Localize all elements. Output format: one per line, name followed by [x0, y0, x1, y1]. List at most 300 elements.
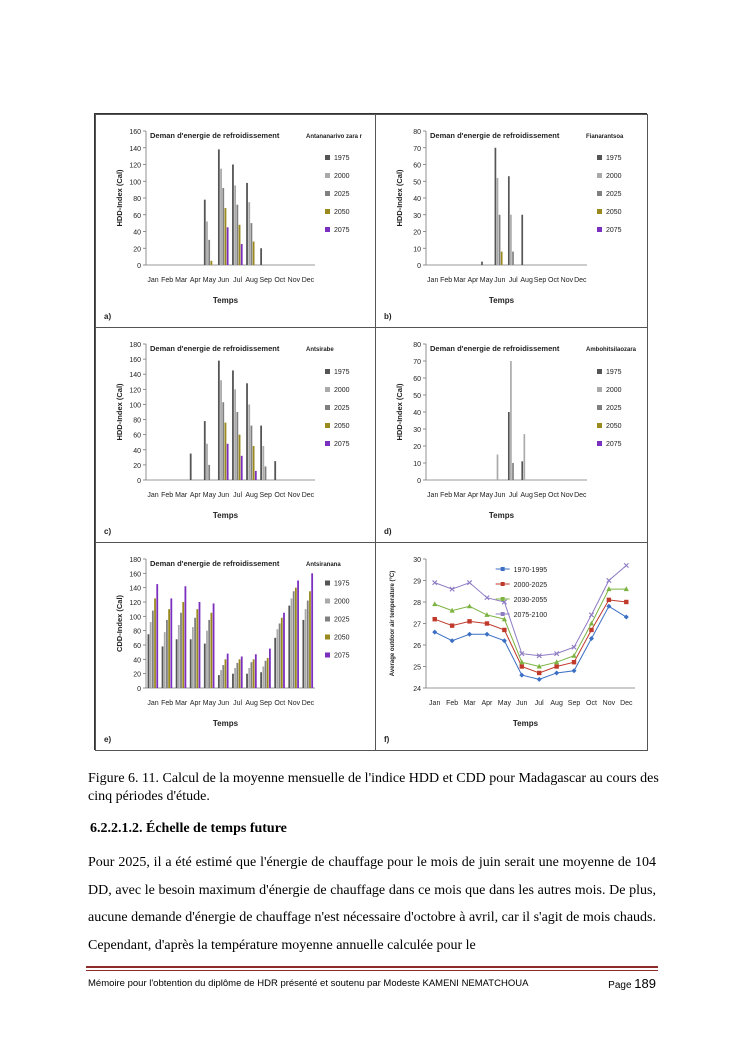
bar: [239, 435, 241, 480]
bar: [148, 634, 150, 688]
chart-title: Deman d'energie de refroidissement: [430, 131, 560, 140]
bar: [232, 165, 234, 266]
y-tick-label: 50: [413, 179, 421, 187]
legend-label: 2075: [606, 441, 622, 448]
bar: [255, 654, 257, 688]
x-tick-label: Jul: [233, 700, 243, 707]
y-tick-label: 80: [133, 417, 141, 425]
point-marker: [624, 600, 628, 604]
bar: [239, 659, 241, 688]
y-tick-label: 0: [137, 478, 141, 485]
bar: [206, 631, 208, 688]
y-tick-label: 80: [133, 628, 141, 636]
y-tick-label: 140: [129, 585, 141, 593]
y-axis-label: HDD-Index (Cal): [115, 169, 124, 227]
x-tick-label: Dec: [301, 700, 315, 707]
x-tick-label: Nov: [560, 492, 574, 499]
point-marker: [571, 653, 576, 658]
bar: [194, 618, 196, 688]
x-tick-label: Dec: [620, 700, 633, 707]
x-tick-label: Mar: [175, 700, 188, 707]
bar: [222, 665, 224, 688]
bar: [512, 252, 514, 265]
bar: [234, 185, 236, 265]
legend-swatch: [325, 617, 330, 622]
bar: [253, 446, 255, 480]
bar: [232, 370, 234, 480]
y-tick-label: 28: [413, 600, 421, 607]
bar: [220, 380, 222, 480]
x-tick-label: Mar: [453, 277, 466, 284]
y-tick-label: 27: [413, 621, 421, 629]
bar: [208, 620, 210, 688]
x-tick-label: Sep: [259, 700, 272, 707]
footer-rule: [86, 966, 658, 968]
legend-label: 2000-2025: [513, 582, 548, 589]
bar: [152, 611, 154, 688]
point-marker: [589, 613, 593, 617]
legend-label: 2000: [606, 173, 622, 180]
bar: [260, 672, 262, 688]
chart-panel-c: [95, 327, 376, 543]
legend-swatch: [325, 653, 330, 658]
bar: [222, 188, 224, 265]
x-tick-label: Jan: [427, 277, 439, 284]
legend-label: 2050: [606, 209, 622, 216]
bar: [208, 465, 210, 480]
page-label: Page: [608, 980, 632, 991]
body-paragraph: Pour 2025, il a été estimé que l'énergie de chauffage pour le mois de juin serait une moyenne de 104 DD, avec le besoin maximum d'énergie de chauffage dans ce mois que dans les autres mois. De plus, aucune demande d'énergie de chauffage n'est nécessaire d'octobre à avril, car il s'agit de mois chauds. Cependant, d'après la température moyenne annuelle calculée pour le: [88, 855, 656, 953]
y-tick-label: 160: [129, 571, 141, 579]
legend-swatch: [597, 441, 602, 446]
point-marker: [589, 636, 594, 641]
bar: [481, 262, 483, 265]
bar: [274, 461, 276, 480]
y-tick-label: 120: [129, 600, 141, 607]
bar: [521, 461, 523, 480]
bar: [248, 202, 250, 265]
bar: [307, 601, 309, 688]
panel-letter: e): [104, 735, 112, 744]
y-tick-label: 40: [133, 657, 141, 665]
x-tick-label: Dec: [301, 492, 315, 499]
bar: [190, 454, 192, 480]
x-tick-label: Jun: [217, 492, 230, 499]
bar: [499, 215, 501, 265]
x-tick-label: May: [497, 700, 511, 707]
y-tick-label: 26: [413, 643, 421, 650]
x-tick-label: Apr: [189, 277, 201, 284]
bar: [265, 661, 267, 688]
x-tick-label: Jan: [147, 277, 159, 284]
x-tick-label: Sep: [533, 277, 547, 284]
x-tick-label: Aug: [520, 277, 533, 284]
legend-swatch: [597, 155, 602, 160]
bar: [154, 598, 156, 688]
bar: [236, 412, 238, 480]
bar: [206, 221, 208, 265]
point-marker: [467, 604, 472, 609]
x-tick-label: Apr: [467, 492, 479, 499]
bar: [227, 227, 229, 265]
page-indicator: [608, 976, 656, 991]
bar: [274, 638, 276, 688]
bar: [267, 658, 269, 688]
legend-label: 2025: [334, 191, 350, 198]
point-marker: [537, 671, 541, 675]
panel-letter: f): [384, 735, 390, 744]
bar: [178, 625, 180, 688]
legend-swatch: [325, 173, 330, 178]
y-tick-label: 20: [133, 462, 141, 470]
legend-label: 2025: [606, 191, 622, 198]
x-tick-label: Aug: [550, 700, 563, 707]
bar: [210, 613, 212, 688]
legend-swatch: [325, 155, 330, 160]
chart-title: Deman d'energie de refroidissement: [150, 131, 280, 140]
x-tick-label: Mar: [463, 700, 476, 707]
legend-label: 2050: [334, 423, 350, 430]
y-tick-label: 25: [413, 664, 421, 672]
y-tick-label: 40: [413, 410, 421, 417]
bar: [262, 446, 264, 480]
y-tick-label: 20: [413, 229, 421, 237]
chart-svg: [376, 328, 647, 542]
x-tick-label: Oct: [548, 492, 559, 499]
y-tick-label: 60: [133, 432, 141, 440]
x-tick-label: Mar: [175, 492, 188, 499]
legend-label: 2030-2055: [513, 597, 548, 604]
bar: [208, 240, 210, 265]
y-tick-label: 100: [129, 402, 141, 410]
y-tick-label: 100: [129, 614, 141, 622]
legend-label: 2000: [334, 387, 350, 394]
y-tick-label: 60: [133, 643, 141, 650]
bar: [199, 602, 201, 688]
chart-panel-d: [375, 327, 648, 543]
x-tick-label: Feb: [446, 700, 459, 707]
bar: [279, 624, 281, 689]
legend-label: 2075: [334, 652, 350, 660]
bar: [265, 466, 267, 480]
legend-label: 2025: [606, 405, 622, 412]
legend-label: 2050: [334, 209, 350, 216]
x-tick-label: Jun: [494, 277, 506, 284]
bar: [311, 573, 313, 688]
chart-panel-f: [375, 542, 648, 751]
bar: [295, 588, 297, 688]
bar: [253, 659, 255, 688]
legend-label: 1970-1995: [513, 567, 548, 574]
point-marker: [572, 668, 577, 673]
x-tick-label: Feb: [440, 492, 453, 499]
chart-svg: [96, 328, 375, 542]
x-tick-label: Oct: [274, 277, 286, 284]
chart-svg: [376, 543, 647, 750]
bar: [246, 674, 248, 688]
chart-location: Antsiranana: [306, 562, 341, 568]
bar: [156, 584, 158, 688]
x-tick-label: Dec: [574, 277, 587, 284]
x-axis-label: Temps: [212, 719, 239, 728]
bar: [225, 208, 227, 265]
footer-rule-thin: [86, 970, 658, 971]
figure-caption: Figure 6. 11. Calcul de la moyenne mensuelle de l'indice HDD et CDD pour Madagascar au cours des cinq périodes d'étude.: [88, 771, 659, 804]
bar: [204, 644, 206, 688]
y-tick-label: 80: [133, 196, 141, 203]
legend-swatch: [325, 227, 330, 232]
point-marker: [589, 628, 593, 632]
y-tick-label: 40: [133, 447, 141, 455]
bar: [309, 591, 311, 688]
point-marker: [450, 587, 454, 591]
bar: [241, 244, 243, 265]
x-tick-label: Aug: [245, 492, 258, 499]
y-tick-label: 120: [129, 387, 141, 395]
bar: [218, 675, 220, 688]
bar: [508, 176, 510, 265]
legend-swatch: [325, 369, 330, 374]
x-tick-label: Apr: [481, 700, 493, 707]
bar: [185, 586, 187, 688]
footer-text: Mémoire pour l'obtention du diplôme de HDR présenté et soutenu par Modeste KAMENI NEMATCHOUA: [88, 978, 529, 989]
x-tick-label: Jun: [217, 700, 230, 707]
bar: [227, 444, 229, 480]
chart-panel-b: [375, 114, 648, 328]
bar: [166, 620, 168, 688]
y-tick-label: 20: [133, 671, 141, 679]
y-tick-label: 0: [137, 686, 141, 693]
x-tick-label: Feb: [161, 700, 174, 707]
x-tick-label: Apr: [467, 277, 479, 284]
legend-label: 2075-2100: [513, 612, 548, 619]
point-marker: [607, 578, 611, 582]
y-tick-label: 30: [413, 427, 421, 434]
x-tick-label: Nov: [602, 700, 616, 707]
x-tick-label: Sep: [533, 492, 547, 499]
y-tick-label: 60: [413, 376, 421, 383]
bar: [220, 169, 222, 265]
panel-letter: d): [384, 527, 392, 536]
section-heading: 6.2.2.1.2. Échelle de temps future: [90, 821, 287, 836]
bar: [260, 248, 262, 265]
bar: [523, 434, 525, 480]
bar: [234, 668, 236, 688]
bar: [251, 662, 253, 688]
x-tick-label: Nov: [287, 277, 301, 284]
legend-swatch: [325, 423, 330, 428]
bar: [241, 656, 243, 688]
bar: [512, 463, 514, 480]
bar: [168, 609, 170, 688]
point-marker: [520, 664, 524, 668]
chart-location: Antsirabe: [306, 347, 334, 353]
legend-swatch: [325, 191, 330, 196]
legend-swatch: [325, 387, 330, 392]
point-marker: [502, 628, 506, 632]
legend-label: 2000: [334, 173, 350, 180]
legend-swatch: [597, 227, 602, 232]
legend-label: 2075: [606, 227, 622, 234]
bar: [196, 609, 198, 688]
chart-panel-e: [95, 542, 376, 751]
x-tick-label: Jan: [147, 700, 159, 707]
x-axis-label: Temps: [488, 296, 515, 305]
x-tick-label: Feb: [161, 492, 174, 499]
legend-label: 2025: [334, 616, 350, 624]
y-tick-label: 100: [129, 179, 141, 187]
legend-marker: [501, 582, 505, 586]
point-marker: [572, 645, 576, 649]
bar: [210, 261, 212, 265]
bar: [246, 383, 248, 480]
bar: [182, 602, 184, 688]
bar: [176, 639, 178, 688]
legend-swatch: [325, 441, 330, 446]
point-marker: [502, 638, 507, 643]
y-tick-label: 20: [413, 444, 421, 451]
legend-label: 1975: [334, 369, 350, 376]
x-tick-label: Sep: [259, 277, 272, 284]
y-axis-label: Average outdoor air temperature (°C): [390, 570, 396, 677]
legend-label: 2025: [334, 405, 350, 412]
bar: [236, 663, 238, 688]
bar: [225, 423, 227, 480]
y-tick-label: 10: [413, 461, 421, 468]
y-tick-label: 40: [133, 229, 141, 237]
x-tick-label: Feb: [440, 277, 453, 284]
y-tick-label: 140: [129, 372, 141, 380]
y-tick-label: 180: [129, 557, 141, 564]
y-tick-label: 60: [133, 212, 141, 220]
point-marker: [624, 615, 629, 620]
point-marker: [624, 563, 628, 567]
bar: [192, 627, 194, 688]
x-tick-label: Jan: [429, 700, 441, 707]
x-tick-label: Jan: [147, 492, 159, 499]
legend-label: 2000: [606, 387, 622, 394]
bar: [225, 659, 227, 688]
x-tick-label: Oct: [548, 277, 559, 284]
x-tick-label: Nov: [560, 277, 574, 284]
bar: [276, 629, 278, 688]
point-marker: [467, 580, 471, 584]
chart-svg: [96, 115, 375, 327]
bar: [281, 618, 283, 688]
legend-swatch: [597, 173, 602, 178]
bar: [218, 149, 220, 265]
x-tick-label: Nov: [287, 492, 301, 499]
y-tick-label: 120: [129, 162, 141, 170]
bar: [164, 632, 166, 688]
x-tick-label: Jul: [534, 700, 544, 707]
legend-label: 2050: [606, 423, 622, 430]
bar: [253, 242, 255, 265]
bar: [220, 670, 222, 688]
bar: [293, 591, 295, 688]
x-tick-label: Jun: [494, 492, 506, 499]
legend-swatch: [597, 369, 602, 374]
bar: [495, 148, 497, 265]
legend-label: 1975: [334, 155, 350, 162]
y-tick-label: 160: [129, 129, 141, 136]
bar: [190, 639, 192, 688]
x-tick-label: Apr: [189, 492, 201, 499]
bar: [508, 412, 510, 480]
x-tick-label: Mar: [453, 492, 466, 499]
x-tick-label: May: [202, 277, 216, 284]
bar: [241, 456, 243, 480]
bar: [227, 654, 229, 688]
point-marker: [606, 604, 611, 609]
point-marker: [485, 621, 489, 625]
chart-svg: [96, 543, 375, 750]
bar: [222, 402, 224, 480]
bar: [260, 426, 262, 480]
y-tick-label: 0: [417, 263, 421, 270]
bar: [150, 622, 152, 688]
point-marker: [433, 617, 437, 621]
chart-title: Deman d'energie de refroidissement: [150, 559, 280, 568]
legend-swatch: [325, 209, 330, 214]
bar: [255, 471, 257, 480]
bar: [251, 223, 253, 265]
panel-letter: a): [104, 312, 112, 321]
bar: [288, 606, 290, 688]
point-marker: [554, 664, 558, 668]
x-tick-label: Jan: [427, 492, 439, 499]
y-tick-label: 24: [413, 686, 421, 693]
point-marker: [433, 580, 437, 584]
x-tick-label: Jun: [217, 277, 230, 284]
bar: [213, 603, 215, 688]
bar: [206, 444, 208, 480]
bar: [232, 674, 234, 688]
point-marker: [519, 673, 524, 678]
y-axis-label: CDD-Index (Cal): [115, 594, 124, 653]
x-tick-label: Jul: [233, 492, 243, 499]
bar: [510, 215, 512, 265]
bar: [510, 361, 512, 480]
y-tick-label: 20: [133, 246, 141, 254]
y-tick-label: 30: [413, 557, 421, 564]
bar: [269, 649, 271, 688]
x-tick-label: Nov: [287, 700, 301, 707]
bar: [239, 225, 241, 265]
footer: [88, 978, 658, 989]
y-axis-label: HDD-Index (Cal): [115, 383, 124, 441]
bar: [305, 609, 307, 688]
point-marker: [607, 598, 611, 602]
bar: [262, 667, 264, 689]
legend-marker: [501, 567, 505, 571]
y-tick-label: 29: [413, 578, 421, 586]
legend-label: 2075: [334, 227, 350, 234]
x-axis-label: Temps: [512, 719, 539, 728]
y-tick-label: 0: [417, 478, 421, 485]
bar: [501, 252, 503, 265]
point-marker: [467, 632, 472, 637]
point-marker: [467, 619, 471, 623]
x-tick-label: Aug: [245, 700, 258, 707]
y-tick-label: 70: [413, 145, 421, 153]
y-tick-label: 30: [413, 212, 421, 220]
x-tick-label: Feb: [161, 277, 174, 284]
x-tick-label: Mar: [175, 277, 188, 284]
bar: [236, 205, 238, 265]
x-tick-label: Jun: [516, 700, 528, 707]
x-tick-label: Jul: [233, 277, 243, 284]
